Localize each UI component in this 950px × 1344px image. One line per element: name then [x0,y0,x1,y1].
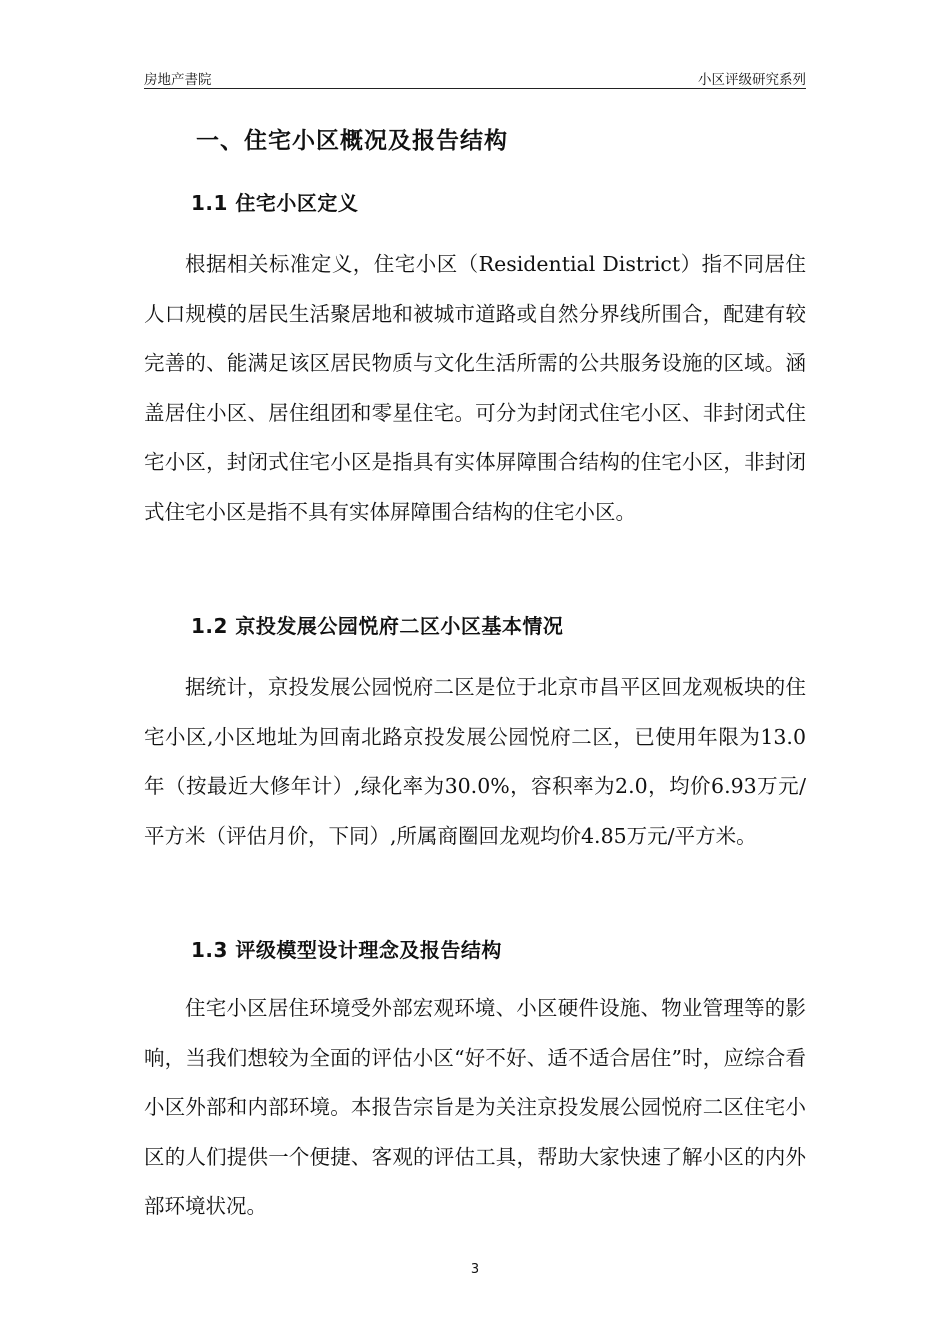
chapter-heading: 一、住宅小区概况及报告结构 [196,128,508,154]
page-number: 3 [470,1262,480,1277]
header-series-title: 小区评级研究系列 [698,72,806,88]
section-heading-1-3: 1.3 评级模型设计理念及报告结构 [191,938,502,962]
section-body-1-2: 据统计，京投发展公园悦府二区是位于北京市昌平区回龙观板块的住宅小区,小区地址为回南北路京投发展公园悦府二区，已使用年限为13.0年（按最近大修年计）,绿化率为30.0%，容积率为2.0，均价6.93万元/平方米（评估月价，下同）,所属商圈回龙观均价4.85万元/平方米。 [144,675,806,848]
section-heading-1-2: 1.2 京投发展公园悦府二区小区基本情况 [191,614,564,638]
header-publisher: 房地产書院 [144,72,212,88]
section-body-1-3: 住宅小区居住环境受外部宏观环境、小区硬件设施、物业管理等的影响，当我们想较为全面的评估小区“好不好、适不适合居住”时，应综合看小区外部和内部环境。本报告宗旨是为关注京投发展公园悦府二区住宅小区的人们提供一个便捷、客观的评估工具，帮助大家快速了解小区的内外部环境状况。 [144,996,806,1218]
section-body-1-1: 根据相关标准定义，住宅小区（Residential District）指不同居住人口规模的居民生活聚居地和被城市道路或自然分界线所围合，配建有较完善的、能满足该区居民物质与文化生活所需的公共服务设施的区域。涵盖居住小区、居住组团和零星住宅。可分为封闭式住宅小区、非封闭式住宅小区，封闭式住宅小区是指具有实体屏障围合结构的住宅小区，非封闭式住宅小区是指不具有实体屏障围合结构的住宅小区。 [144,252,806,524]
section-heading-1-1: 1.1 住宅小区定义 [191,191,359,215]
page-header [144,66,806,89]
